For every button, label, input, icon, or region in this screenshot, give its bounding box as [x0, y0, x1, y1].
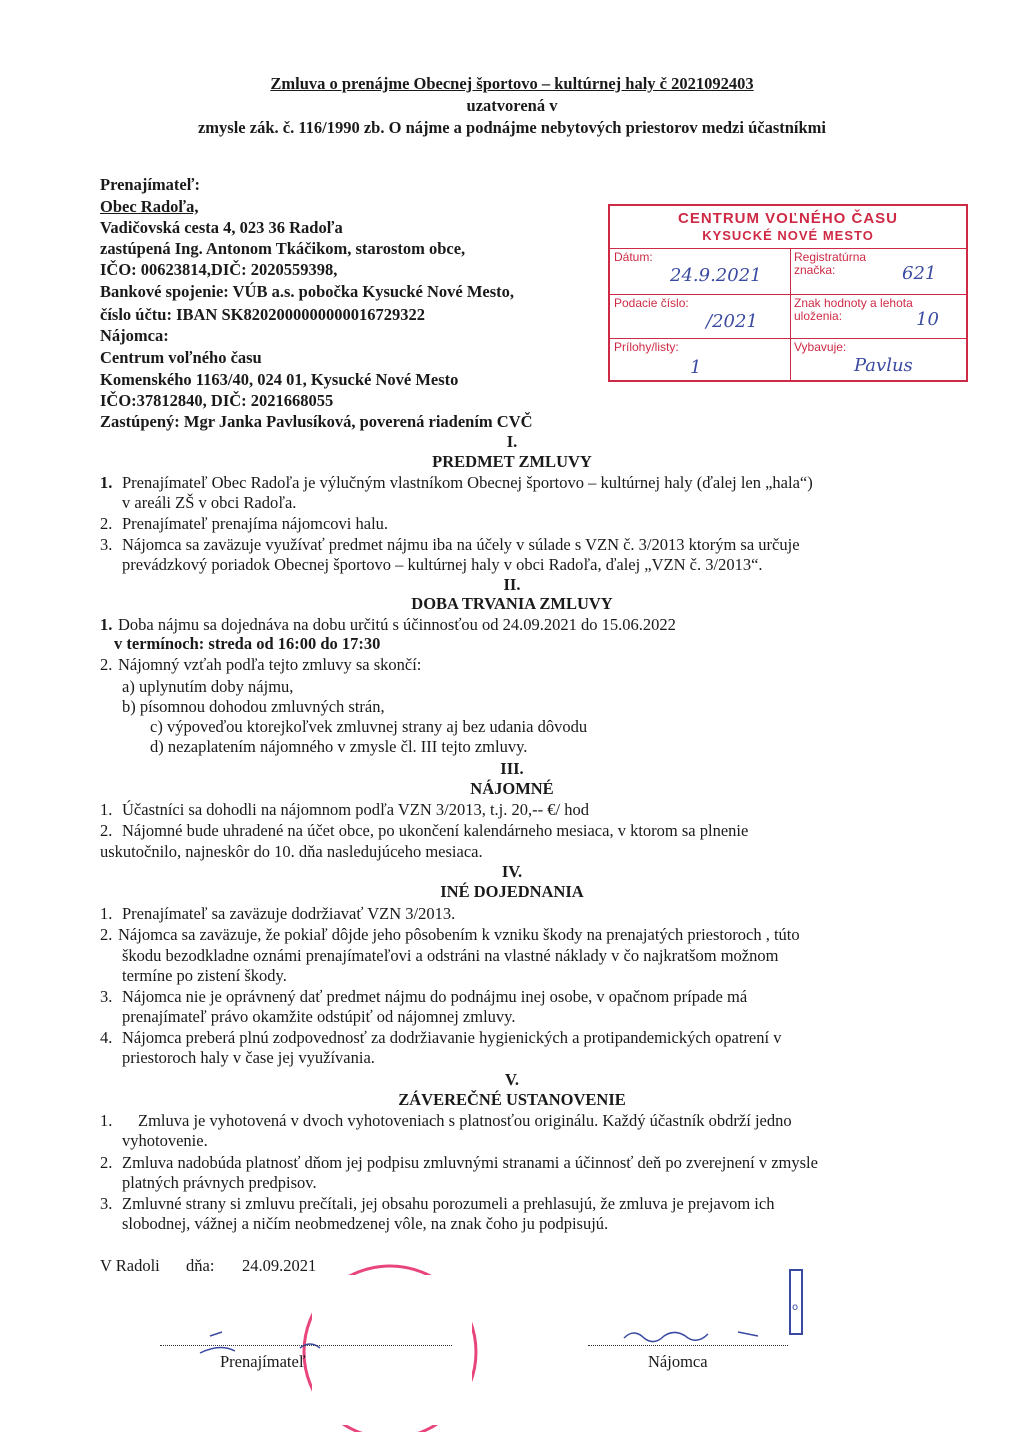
s5-item-2b: platných právnych predpisov. [122, 1173, 317, 1192]
contract-subtitle: uzatvorená v [466, 96, 558, 115]
s2-item-a: a) uplynutím doby nájmu, [122, 677, 294, 696]
stamp-date-label: Dátum: [614, 250, 653, 264]
s5-item-2a: Zmluva nadobúda platnosť dňom jej podpisu zmluvnými stranami a účinnosť deň po zverejnení v zmysle [122, 1153, 818, 1172]
contract-legal-basis: zmysle zák. č. 116/1990 zb. O nájme a podnájme nebytových priestorov medzi účastníkmi [197, 118, 827, 137]
lessee-signature-line [588, 1345, 788, 1346]
s5-num-2: 2. [100, 1153, 113, 1172]
s1-num-3: 3. [100, 535, 113, 554]
s4-item-4b: priestoroch haly v čase jej využívania. [122, 1048, 375, 1067]
s2-num-2: 2. [100, 655, 113, 674]
section-3-number: III. [500, 759, 524, 778]
stamp-value-value: 10 [916, 309, 939, 330]
stamp-handled-label: Vybavuje: [794, 340, 847, 354]
registry-stamp [608, 204, 968, 382]
s4-item-2b: škodu bezodkladne oznámi prenajímateľovi a odstráni na vlastné náklady v čo najkratšom možnom [122, 946, 779, 965]
stamp-filing-value: /2021 [706, 311, 758, 332]
section-5-title: ZÁVEREČNÉ USTANOVENIE [398, 1090, 626, 1109]
s2-item-1b: v termínoch: streda od 16:00 do 17:30 [114, 634, 381, 653]
lessor-representative: zastúpená Ing. Antonom Tkáčikom, starostom obce, [100, 239, 466, 258]
lessee-address: Komenského 1163/40, 024 01, Kysucké Nové Mesto [100, 370, 459, 389]
contract-title: Zmluva o prenájme Obecnej športovo – kultúrnej haly č 2021092403 [270, 74, 754, 93]
s4-item-3a: Nájomca nie je oprávnený dať predmet nájmu do podnájmu inej osobe, v opačnom prípade má [122, 987, 748, 1006]
s2-item-b: b) písomnou dohodou zmluvných strán, [122, 697, 385, 716]
section-1-number: I. [506, 432, 518, 451]
stamp-date-cell [610, 248, 790, 294]
s4-item-4a: Nájomca preberá plnú zodpovednosť za dodržiavanie hygienických a protipandemických opatrení v [122, 1028, 782, 1047]
stamp-value-label: Znak hodnoty a lehota uloženia: [794, 296, 913, 323]
s4-item-1: Prenajímateľ sa zaväzuje dodržiavať VZN 3/2013. [122, 904, 456, 923]
lessee-signature-scribble-icon [618, 1322, 778, 1346]
s5-item-3b: slobodnej, vážnej a ničím neobmedzenej vôle, na znak čoho ju podpisujú. [122, 1214, 609, 1233]
lessor-label: Prenajímateľ: [100, 175, 200, 194]
s2-item-2: Nájomný vzťah podľa tejto zmluvy sa skončí: [118, 655, 422, 674]
s5-item-1b: vyhotovenie. [122, 1131, 208, 1150]
stamp-handled-value: Pavlus [854, 355, 913, 376]
lessor-account: číslo účtu: IBAN SK8202000000000016729322 [100, 305, 425, 324]
s2-item-c: c) výpoveďou ktorejkoľvek zmluvnej strany aj bez udania dôvodu [150, 717, 588, 736]
stamp-attachments-cell [610, 338, 790, 382]
s2-num-1: 1. [100, 615, 113, 634]
lessor-address: Vadičovská cesta 4, 023 36 Radoľa [100, 218, 343, 237]
lessor-signature-label: Prenajímateľ [220, 1352, 306, 1371]
stamp-org-line2: KYSUCKÉ NOVÉ MESTO [702, 228, 874, 243]
s2-item-d: d) nezaplatením nájomného v zmysle čl. III tejto zmluvy. [150, 737, 528, 756]
stamp-value-cell [790, 294, 966, 338]
lessee-representative: Zastúpený: Mgr Janka Pavlusíková, poverená riadením CVČ [100, 412, 533, 431]
s3-item-2a: Nájomné bude uhradené na účet obce, po ukončení kalendárneho mesiaca, v ktorom sa plnenie [122, 821, 749, 840]
s1-num-2: 2. [100, 514, 113, 533]
lessor-name: Obec Radoľa, [100, 197, 199, 216]
stamp-reg-label: Registratúrna značka: [794, 250, 867, 277]
s4-num-4: 4. [100, 1028, 113, 1047]
stamp-filing-cell [610, 294, 790, 338]
stamp-reg-cell [790, 248, 966, 294]
signing-date-label: dňa: [186, 1256, 215, 1275]
s4-item-3b: prenajímateľ právo okamžite odstúpiť od nájomnej zmluvy. [122, 1007, 516, 1026]
stamp-reg-value: 621 [902, 263, 937, 284]
lessee-name: Centrum voľného času [100, 348, 262, 367]
section-3-title: NÁJOMNÉ [470, 779, 554, 798]
svg-text:o: o [792, 1302, 799, 1313]
signing-place: V Radoli [100, 1256, 160, 1275]
s1-item-2: Prenajímateľ prenajíma nájomcovi halu. [122, 514, 389, 533]
s1-item-3a: Nájomca sa zaväzuje využívať predmet nájmu iba na účely v súlade s VZN č. 3/2013 ktorým sa určuje [122, 535, 800, 554]
s5-item-1a: Zmluva je vyhotovená v dvoch vyhotoveniach s platnosťou originálu. Každý účastník obdrží jedno [138, 1111, 792, 1130]
lessee-ids: IČO:37812840, DIČ: 2021668055 [100, 391, 334, 410]
stamp-org-line1: CENTRUM VOĽNÉHO ČASU [677, 210, 898, 227]
s5-num-3: 3. [100, 1194, 113, 1213]
section-2-number: II. [503, 575, 521, 594]
stamp-attachments-label: Prílohy/listy: [614, 340, 679, 354]
s1-item-1b: v areáli ZŠ v obci Radoľa. [122, 493, 297, 512]
section-5-number: V. [505, 1070, 519, 1089]
lessee-signature-label: Nájomca [648, 1352, 708, 1371]
signing-date: 24.09.2021 [242, 1256, 317, 1275]
s3-num-1: 1. [100, 800, 113, 819]
lessor-bank: Bankové spojenie: VÚB a.s. pobočka Kysucké Nové Mesto, [100, 282, 515, 301]
s4-item-2c: termíne po zistení škody. [122, 966, 287, 985]
stamp-date-value: 24.9.2021 [670, 265, 762, 286]
section-4-title: INÉ DOJEDNANIA [440, 882, 584, 901]
section-1-title: PREDMET ZMLUVY [432, 452, 592, 471]
s5-num-1: 1. [100, 1111, 113, 1130]
lessor-signature-line [160, 1345, 452, 1346]
s3-item-2b: uskutočnilo, najneskôr do 10. dňa nasledujúceho mesiaca. [100, 842, 483, 861]
lessee-label: Nájomca: [100, 326, 169, 345]
stamp-attachments-value: 1 [690, 357, 702, 378]
s1-item-1a: Prenajímateľ Obec Radoľa je výlučným vlastníkom Obecnej športovo – kultúrnej haly (ďalej len „hala“) [122, 473, 813, 492]
s4-num-2: 2. [100, 925, 113, 944]
section-2-title: DOBA TRVANIA ZMLUVY [411, 594, 613, 613]
s1-item-3b: prevádzkový poriadok Obecnej športovo – kultúrnej haly v obci Radoľa, ďalej „VZN č. 3/2013“. [122, 555, 763, 574]
stamp-handled-cell [790, 338, 966, 382]
s4-num-3: 3. [100, 987, 113, 1006]
s5-item-3a: Zmluvné strany si zmluvu prečítali, jej obsahu porozumeli a prehlasujú, že zmluva je prejavom ich [122, 1194, 775, 1213]
s3-num-2: 2. [100, 821, 113, 840]
s4-num-1: 1. [100, 904, 113, 923]
s3-item-1: Účastníci sa dohodli na nájomnom podľa VZN 3/2013, t.j. 20,-- €/ hod [122, 800, 589, 819]
s2-item-1a: Doba nájmu sa dojednáva na dobu určitú s účinnosťou od 24.09.2021 do 15.06.2022 [118, 615, 676, 634]
section-4-number: IV. [501, 862, 523, 881]
stamp-filing-label: Podacie číslo: [614, 296, 689, 310]
lessor-ids: IČO: 00623814,DIČ: 2020559398, [100, 260, 338, 279]
s4-item-2a: Nájomca sa zaväzuje, že pokiaľ dôjde jeho pôsobením k vzniku škody na prenajatých priestoroch , túto [118, 925, 800, 944]
s1-num-1: 1. [100, 473, 113, 492]
